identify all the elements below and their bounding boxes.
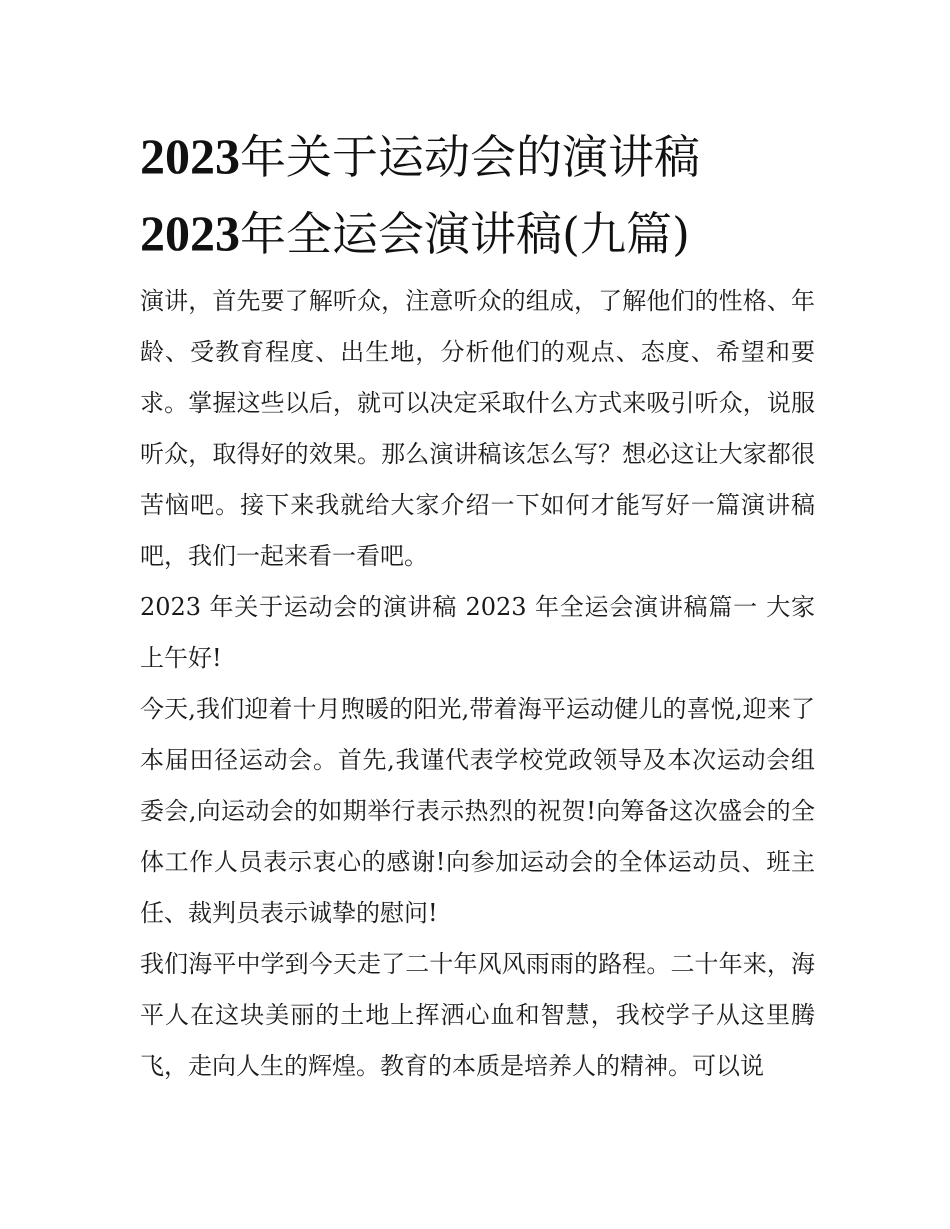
title-year-1: 2023	[140, 128, 240, 184]
document-body	[140, 276, 815, 1092]
paragraph-opening: 今天,我们迎着十月煦暖的阳光,带着海平运动健儿的喜悦,迎来了本届田径运动会。首先,我谨代表学校党政领导及本次运动会组委会,向运动会的如期举行表示热烈的祝贺!向筹备这次盛会的全体工作人员表示衷心的感谢!向参加运动会的全体运动员、班主任、裁判员表示诚挚的慰问!	[140, 695, 815, 927]
document-title	[140, 118, 840, 272]
paragraph-heading-greeting: 2023 年关于运动会的演讲稿 2023 年全运会演讲稿篇一 大家上午好!	[140, 593, 815, 672]
title-text-2: 年全运会演讲稿(九篇)	[240, 207, 690, 261]
title-line-2	[140, 195, 840, 272]
paragraph-intro: 演讲，首先要了解听众，注意听众的组成，了解他们的性格、年龄、受教育程度、出生地，分析他们的观点、态度、希望和要求。掌握这些以后，就可以决定采取什么方式来吸引听众，说服听众，取得好的效果。那么演讲稿该怎么写？想必这让大家都很苦恼吧。接下来我就给大家介绍一下如何才能写好一篇演讲稿吧，我们一起来看一看吧。	[140, 287, 815, 570]
title-year-2: 2023	[140, 205, 240, 261]
title-line-1	[140, 118, 840, 195]
paragraph-school-history: 我们海平中学到今天走了二十年风风雨雨的路程。二十年来，海平人在这块美丽的土地上挥洒心血和智慧，我校学子从这里腾飞，走向人生的辉煌。教育的本质是培养人的精神。可以说	[140, 950, 815, 1080]
title-text-1: 年关于运动会的演讲稿	[240, 130, 700, 184]
